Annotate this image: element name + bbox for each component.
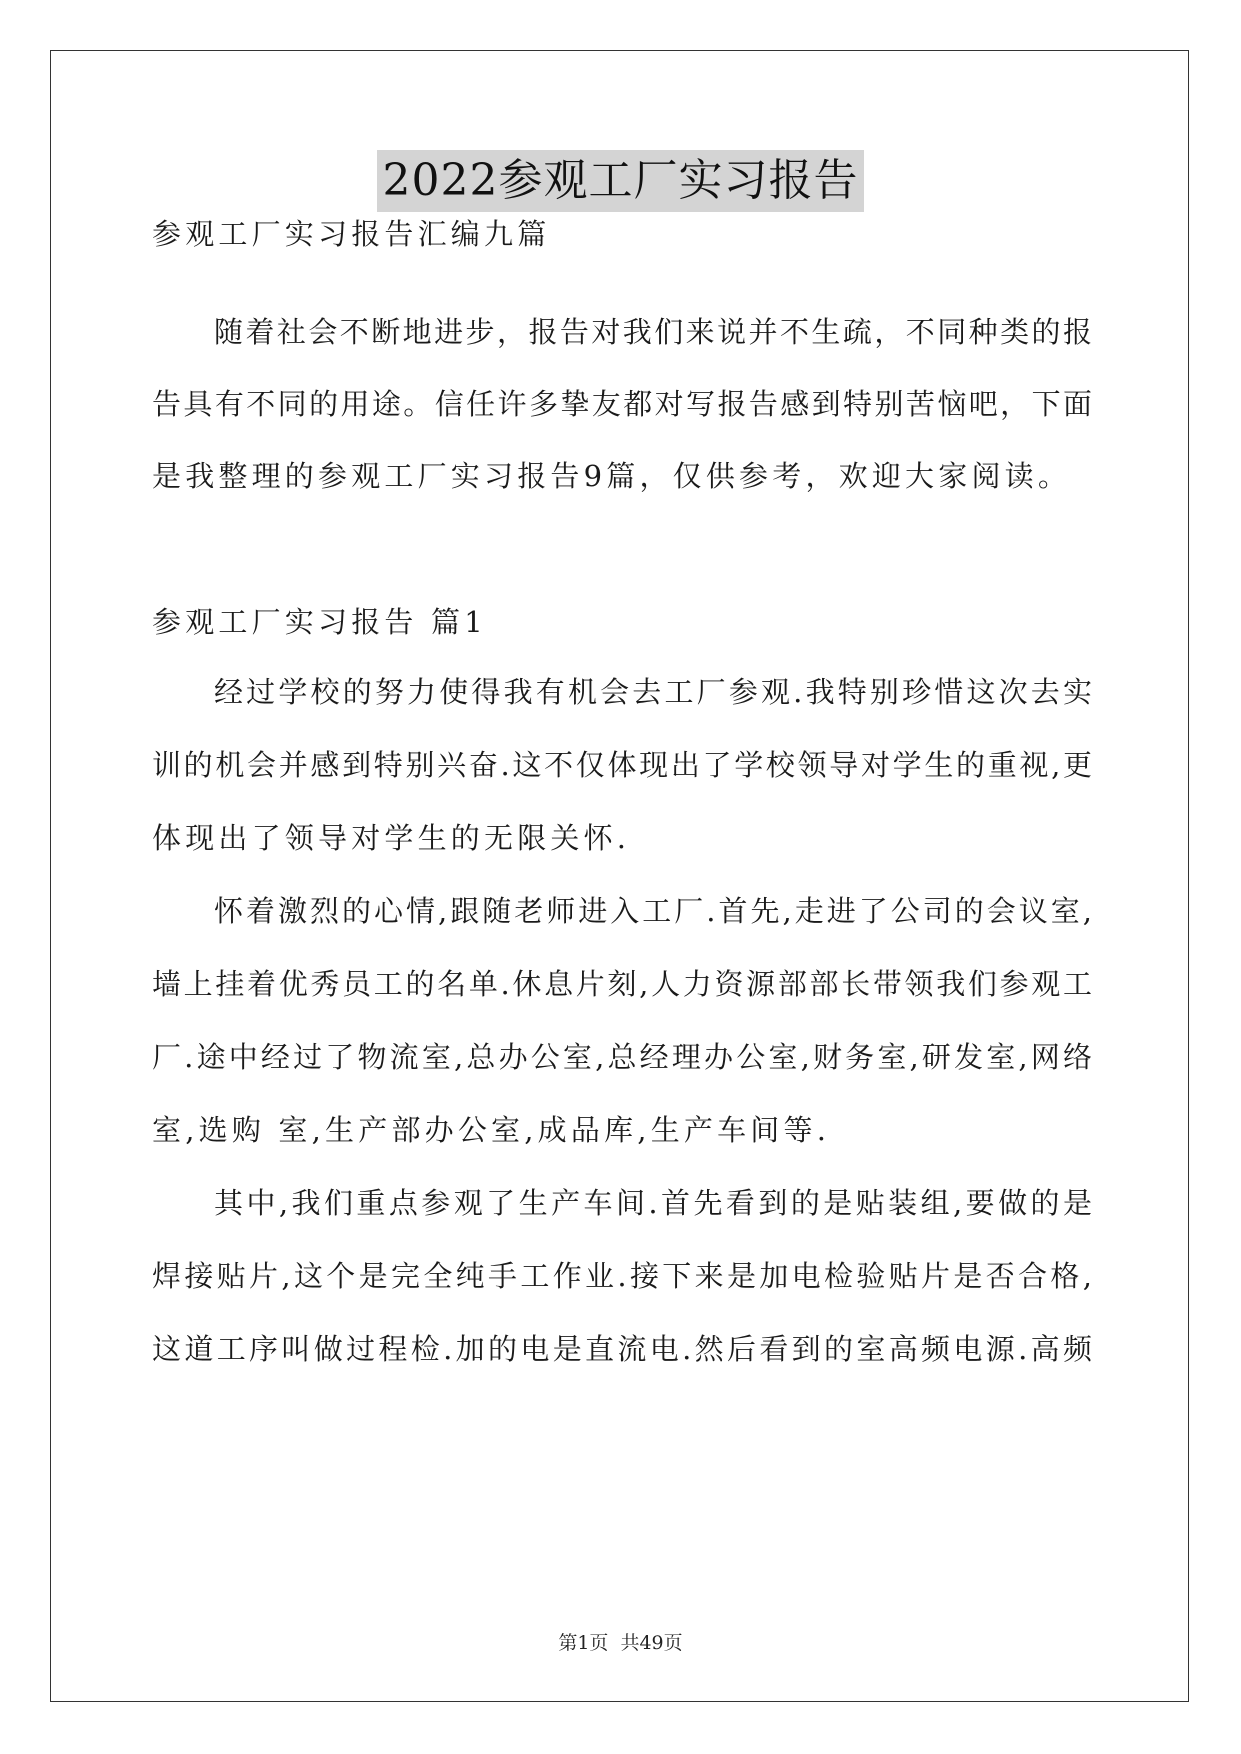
paragraph-1-line-3: 体现出了领导对学生的无限关怀. — [152, 821, 631, 855]
paragraph-2-line-3: 厂.途中经过了物流室,总办公室,总经理办公室,财务室,研发室,网络 — [152, 1040, 1092, 1074]
title-container — [0, 150, 1241, 212]
paragraph-3-line-1: 其中,我们重点参观了生产车间.首先看到的是贴装组,要做的是 — [214, 1186, 1092, 1220]
section-heading: 参观工厂实习报告 篇1 — [152, 605, 487, 639]
document-subtitle: 参观工厂实习报告汇编九篇 — [152, 217, 551, 251]
paragraph-3-line-2: 焊接贴片,这个是完全纯手工作业.接下来是加电检验贴片是否合格, — [152, 1259, 1092, 1293]
intro-line-1: 随着社会不断地进步，报告对我们来说并不生疏，不同种类的报 — [214, 315, 1092, 349]
paragraph-1-line-2: 训的机会并感到特别兴奋.这不仅体现出了学校领导对学生的重视,更 — [152, 748, 1092, 782]
paragraph-2-line-1: 怀着激烈的心情,跟随老师进入工厂.首先,走进了公司的会议室, — [214, 894, 1092, 928]
page-number: 第1页 — [558, 1632, 609, 1654]
page-border — [50, 50, 1189, 1702]
paragraph-3-line-3: 这道工序叫做过程检.加的电是直流电.然后看到的室高频电源.高频 — [152, 1332, 1092, 1366]
intro-line-2: 告具有不同的用途。信任许多挚友都对写报告感到特别苦恼吧，下面 — [152, 387, 1092, 421]
paragraph-2-line-4: 室,选购 室,生产部办公室,成品库,生产车间等. — [152, 1113, 831, 1147]
paragraph-2-line-2: 墙上挂着优秀员工的名单.休息片刻,人力资源部部长带领我们参观工 — [152, 967, 1092, 1001]
page-total: 共49页 — [620, 1632, 683, 1654]
paragraph-1-line-1: 经过学校的努力使得我有机会去工厂参观.我特别珍惜这次去实 — [214, 675, 1092, 709]
intro-line-3: 是我整理的参观工厂实习报告9篇，仅供参考，欢迎大家阅读。 — [152, 459, 1072, 493]
page-footer — [0, 1630, 1241, 1656]
document-title: 2022参观工厂实习报告 — [377, 150, 865, 212]
